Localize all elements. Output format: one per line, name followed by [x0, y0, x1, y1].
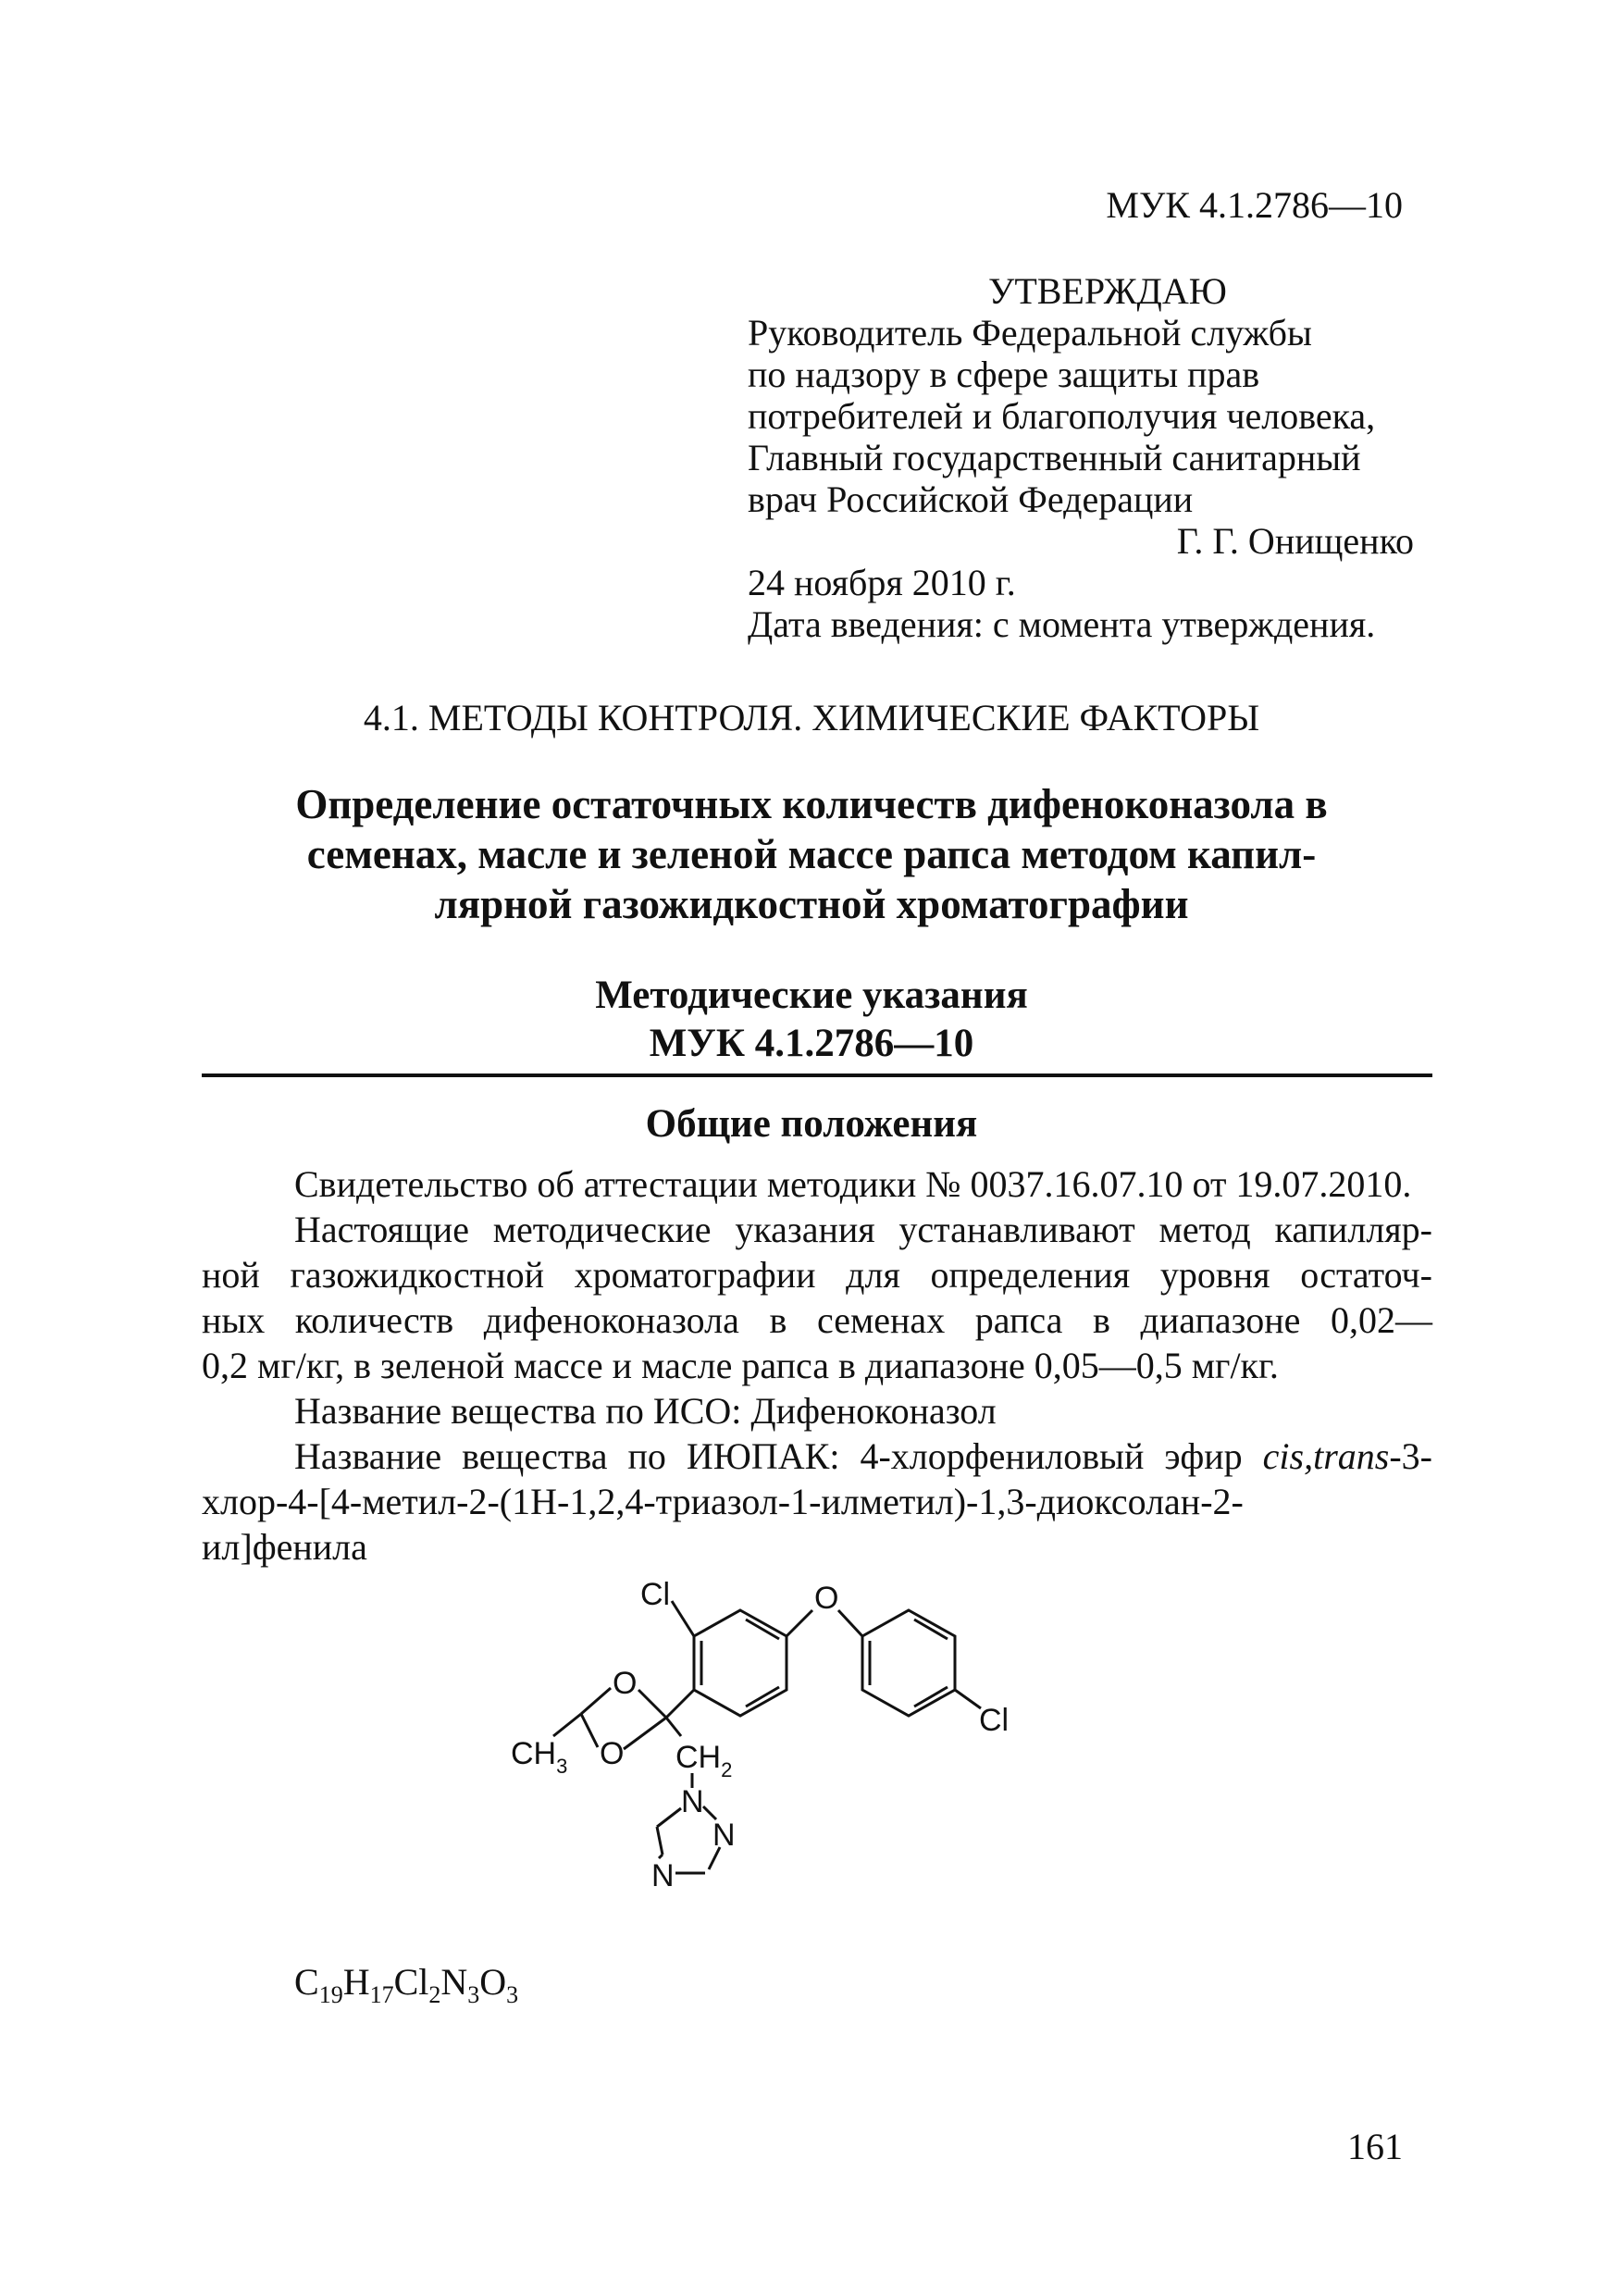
title-line: Определение остаточных количеств дифеноконазола в — [295, 781, 1328, 827]
approval-line: Главный государственный санитарный — [748, 437, 1361, 478]
scope-line: 0,2 мг/кг, в зеленой массе и масле рапса в диапазоне 0,05—0,5 мг/кг. — [202, 1345, 1279, 1386]
approval-line: по надзору в сфере защиты прав — [748, 354, 1260, 395]
nitrogen-label: N — [681, 1784, 704, 1819]
scope-line: ной газожидкостной хроматографии для определения уровня остаточ- — [202, 1254, 1432, 1296]
iupac-line: хлор-4-[4-метил-2-(1Н-1,2,4-триазол-1-илметил)-1,3-диоксолан-2- — [202, 1481, 1244, 1522]
oxygen-label: O — [613, 1666, 638, 1701]
chlorine-label: Cl — [640, 1577, 671, 1612]
iupac-suffix: -3- — [1389, 1435, 1432, 1477]
iupac-line: ил]фенила — [202, 1526, 367, 1568]
iupac-prefix: Название вещества по ИЮПАК: 4-хлорфениловый эфир — [294, 1435, 1263, 1477]
title-line: семенах, масле и зеленой массе рапса методом капил- — [306, 831, 1317, 877]
chlorophenyl-ring — [694, 1610, 787, 1716]
general-heading: Общие положения — [645, 1102, 978, 1146]
approve-word: УТВЕРЖДАЮ — [988, 270, 1227, 312]
section-heading: 4.1. МЕТОДЫ КОНТРОЛЯ. ХИМИЧЕСКИЕ ФАКТОРЫ — [363, 697, 1260, 738]
body-text — [202, 1161, 1432, 1570]
chlorine-label: Cl — [979, 1703, 1010, 1738]
subtitle-line: Методические указания — [595, 974, 1028, 1017]
document-subtitle — [0, 972, 1623, 1068]
methylene-ch: CH — [675, 1740, 722, 1775]
approval-line: потребителей и благополучия человека, — [748, 395, 1376, 437]
methyl-label — [511, 1736, 567, 1778]
nitrogen-label: N — [712, 1818, 736, 1853]
title-line: лярной газожидкостной хроматографии — [434, 881, 1189, 927]
nitrogen-label: N — [651, 1858, 675, 1893]
subtitle-code: МУК 4.1.2786—10 — [649, 1022, 974, 1065]
document-code: МУК 4.1.2786—10 — [1106, 184, 1403, 226]
scope-line: Настоящие методические указания устанавливают метод капилляр- — [294, 1209, 1432, 1250]
approval-date: 24 ноября 2010 г. — [748, 562, 1016, 603]
page-number: 161 — [1347, 2126, 1403, 2167]
iso-name: Название вещества по ИСО: Дифеноконазол — [294, 1390, 997, 1432]
approval-line: врач Российской Федерации — [748, 478, 1194, 520]
document-title — [213, 779, 1410, 929]
iupac-italic: cis,trans — [1262, 1435, 1390, 1477]
molecular-formula: $C_{19}H_{17}Cl_2N_3O_3$ — [294, 1961, 519, 2008]
signatory-name: Г. Г. Онищенко — [1176, 520, 1414, 562]
methyl-ch: CH — [511, 1736, 557, 1771]
methylene-label — [675, 1740, 732, 1781]
chemical-structure — [500, 1555, 1166, 1943]
certificate-paragraph: Свидетельство об аттестации методики № 0037.16.07.10 от 19.07.2010. — [294, 1163, 1412, 1205]
horizontal-rule — [202, 1074, 1432, 1077]
approval-block — [748, 270, 1432, 645]
scope-line: ных количеств дифеноконазола в семенах рапса в диапазоне 0,02— — [202, 1299, 1432, 1341]
effective-date: Дата введения: с момента утверждения. — [748, 603, 1376, 645]
oxygen-label: O — [600, 1736, 625, 1771]
methylene-subscript: 2 — [721, 1758, 733, 1781]
iupac-line — [202, 1433, 1432, 1479]
phenoxy-ring — [862, 1610, 955, 1716]
methyl-subscript: 3 — [556, 1755, 568, 1778]
oxygen-label: O — [814, 1581, 839, 1616]
approval-line: Руководитель Федеральной службы — [748, 312, 1312, 354]
